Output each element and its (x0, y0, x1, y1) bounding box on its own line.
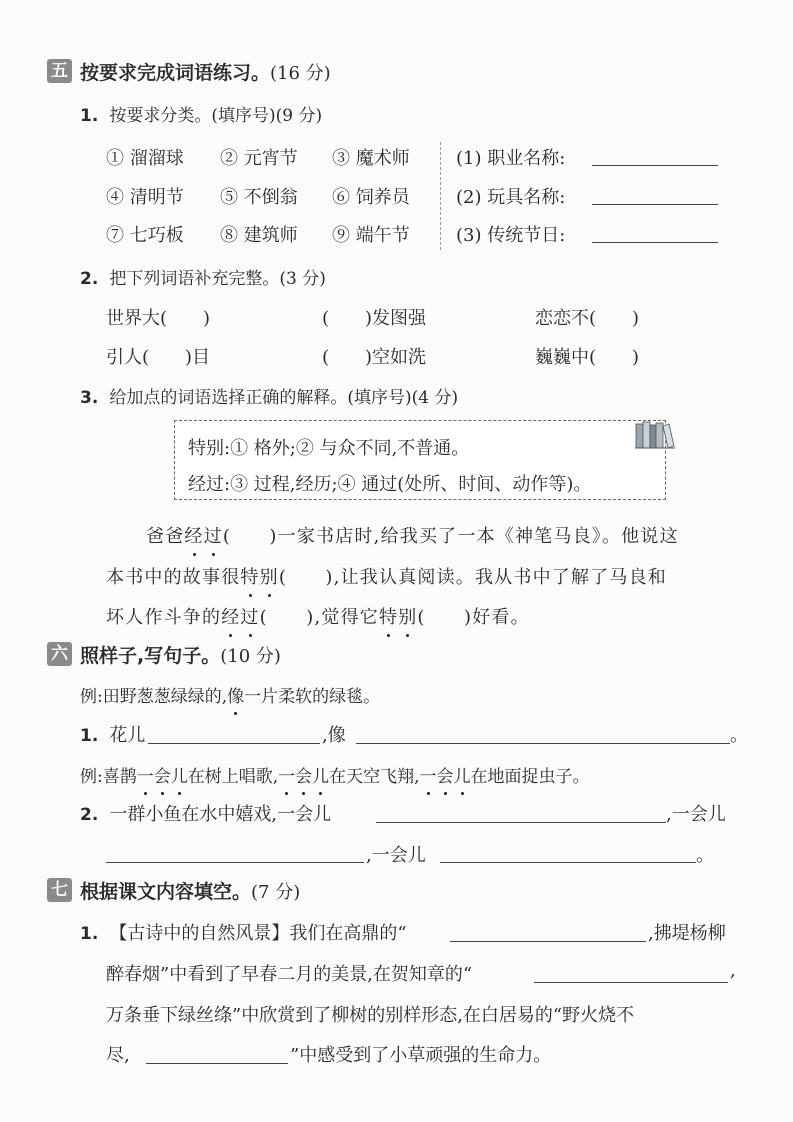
section-5-score: (16 分) (270, 63, 331, 84)
dotted-word-yihuier-2: 一会儿 (278, 767, 329, 787)
q7-1-number: 1. (80, 924, 99, 944)
q5-2-text: 把下列词语补充完整。(3 分) (109, 269, 326, 289)
books-icon (634, 418, 676, 452)
q5-1-number: 1. (80, 106, 99, 126)
idiom-fill-4[interactable]: 引人( )目 (106, 347, 211, 368)
example-text: 在树上唱歌, (187, 767, 279, 787)
q6-1-text-a: 花儿 (109, 725, 146, 746)
q5-3-number: 3. (80, 388, 99, 408)
category-2-answer-line[interactable] (592, 204, 718, 205)
passage-line-2 (106, 563, 667, 589)
example-2 (80, 762, 590, 787)
passage-line-1 (146, 522, 679, 548)
word-9: ⑨ 端午节 (332, 225, 410, 246)
category-3-answer-line[interactable] (592, 242, 718, 243)
q6-2-answer-line-3[interactable] (440, 862, 696, 863)
word-8: ⑧ 建筑师 (220, 225, 298, 246)
idiom-fill-2[interactable]: ( )发图强 (322, 308, 427, 329)
q7-1-text-a: 【古诗中的自然风景】我们在高鼎的“ (109, 923, 407, 944)
dotted-word-tebie-1: 特别 (240, 567, 278, 588)
q6-2-text-c: ,一会儿 (366, 845, 426, 866)
definition-1: 特别:① 格外;② 与众不同,不普通。 (188, 438, 470, 459)
section-6-badge: 六 (47, 642, 72, 666)
idiom-fill-1[interactable]: 世界大( ) (106, 308, 211, 329)
example-text: 例:田野葱葱绿绿的, (80, 687, 228, 707)
section-6-title (80, 641, 281, 668)
passage-text: 爸爸 (146, 526, 185, 547)
dotted-word-xiang: 像 (227, 687, 244, 707)
example-text: 一片柔软的绿毯。 (244, 687, 381, 707)
dotted-word-jingguo-2: 经过 (221, 607, 259, 628)
dotted-word-yihuier-1: 一会儿 (137, 767, 188, 787)
passage-text: 坏人作斗争的 (106, 607, 222, 628)
example-text: 在天空飞翔, (329, 767, 420, 787)
example-text: 在地面捉虫子。 (470, 767, 590, 787)
q7-1-text-b: ,拂堤杨柳 (648, 923, 726, 944)
q6-1-row (80, 721, 145, 747)
idiom-fill-6[interactable]: 巍巍中( ) (535, 347, 640, 368)
section-7-badge: 七 (47, 878, 72, 902)
q6-2-answer-line-2[interactable] (106, 862, 364, 863)
dotted-word-yihuier-3: 一会儿 (420, 767, 471, 787)
word-6: ⑥ 饲养员 (332, 187, 410, 208)
q6-2-text-b: ,一会儿 (666, 804, 726, 825)
section-5-title-text: 按要求完成词语练习。 (80, 62, 271, 84)
example-1 (80, 682, 380, 707)
dotted-word-jingguo-1: 经过 (184, 526, 222, 547)
q7-1-line-4b: ”中感受到了小草顽强的生命力。 (290, 1045, 552, 1066)
q7-1-line-1 (80, 919, 407, 945)
dotted-word-tebie-2: 特别 (379, 607, 417, 628)
q6-2-answer-line-1[interactable] (376, 822, 666, 823)
section-5-title (80, 58, 331, 85)
q6-1-end: 。 (730, 725, 748, 746)
passage-text: ( ),让我认真阅读。我从书中了解了马良和 (278, 567, 667, 588)
passage-line-3 (106, 603, 530, 629)
section-6-title-text: 照样子,写句子。 (80, 645, 221, 667)
section-5-badge: 五 (47, 59, 72, 83)
q5-2-prompt (80, 264, 326, 289)
example-text: 例:喜鹊 (80, 767, 137, 787)
category-2-label: (2) 玩具名称: (456, 187, 566, 208)
category-1-label: (1) 职业名称: (456, 148, 566, 169)
word-grid-divider (440, 142, 441, 250)
q7-1-line-2b: , (730, 960, 736, 981)
q5-1-prompt (80, 101, 322, 126)
q6-1-answer-line-2[interactable] (356, 743, 730, 744)
q6-2-number: 2. (80, 805, 99, 825)
q6-2-row (80, 800, 331, 826)
word-2: ② 元宵节 (220, 148, 298, 169)
q6-1-text-b: ,像 (322, 725, 346, 746)
q7-1-line-3: 万条垂下绿丝绦”中欣赏到了柳树的别样形态,在白居易的“野火烧不 (106, 1005, 635, 1026)
passage-text: 本书中的故事很 (106, 567, 241, 588)
section-7-title (80, 877, 300, 904)
section-7-score: (7 分) (251, 882, 301, 903)
definition-2: 经过:③ 过程,经历;④ 通过(处所、时间、动作等)。 (188, 474, 592, 495)
word-5: ⑤ 不倒翁 (220, 187, 298, 208)
section-7-title-text: 根据课文内容填空。 (80, 881, 252, 903)
word-1: ① 溜溜球 (106, 148, 184, 169)
q7-1-line-4a: 尽, (106, 1045, 130, 1066)
q6-2-end: 。 (696, 845, 714, 866)
word-7: ⑦ 七巧板 (106, 225, 184, 246)
passage-text: ( )好看。 (417, 607, 530, 628)
q5-3-text: 给加点的词语选择正确的解释。(填序号)(4 分) (109, 388, 459, 408)
category-3-label: (3) 传统节日: (456, 225, 566, 246)
word-3: ③ 魔术师 (332, 148, 410, 169)
q7-1-answer-line-3[interactable] (146, 1063, 288, 1064)
q7-1-answer-line-2[interactable] (534, 982, 728, 983)
category-1-answer-line[interactable] (592, 165, 718, 166)
q6-1-number: 1. (80, 726, 99, 746)
passage-text: ( )一家书店时,给我买了一本《神笔马良》。他说这 (222, 526, 679, 547)
q7-1-answer-line-1[interactable] (450, 941, 646, 942)
passage-text: ( ),觉得它 (259, 607, 379, 628)
q6-2-text-a: 一群小鱼在水中嬉戏,一会儿 (109, 804, 332, 825)
idiom-fill-3[interactable]: 恋恋不( ) (535, 308, 640, 329)
q6-1-answer-line-1[interactable] (148, 743, 320, 744)
q5-3-prompt (80, 383, 458, 408)
q5-2-number: 2. (80, 269, 99, 289)
q7-1-line-2a: 醉春烟”中看到了早春二月的美景,在贺知章的“ (106, 964, 473, 985)
word-4: ④ 清明节 (106, 187, 184, 208)
section-6-score: (10 分) (220, 646, 281, 667)
q5-1-text: 按要求分类。(填序号)(9 分) (109, 106, 323, 126)
idiom-fill-5[interactable]: ( )空如洗 (322, 347, 427, 368)
